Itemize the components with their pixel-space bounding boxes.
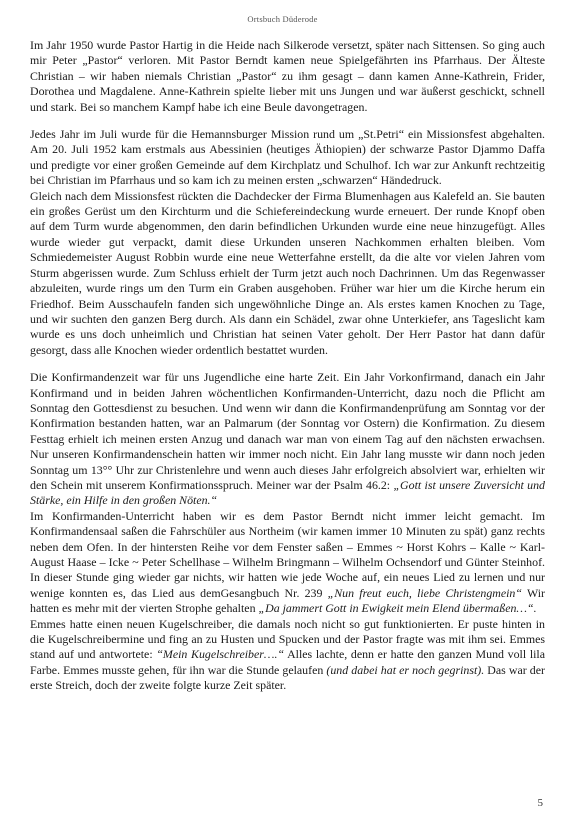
text-run: Jedes Jahr im Juli wurde für die Hemannsburger Mission rund um „St.Petri“ ein Missionsfest abgehalten. Am 20. Juli 1952 kam erstmals aus Abessinien (heutiges Äthiopien) der schwarze Pastor Djammo Daffa und predigte vor einer großen Gemeinde auf dem Kirchplatz und Schulhof. Ich war zur Ankunft rechtzeitig bei Christian im Pfarrhaus und so kam ich zu meinen ersten „schwarzen“ Händedruck. bbox=[30, 127, 545, 188]
page-number: 5 bbox=[537, 797, 543, 809]
text-run: Emmes hatte einen neuen Kugelschreiber, die damals noch nicht so gut funktionierten. Er puste hinten in die Kugelschreibermine und fing an zu Husten und Spucken und der Pastor fragte was mit ihm sei. Emmes stand auf und antwortete: bbox=[30, 616, 545, 662]
text-run: Gleich nach dem Missionsfest rückten die Dachdecker der Firma Blumenhagen aus Kalefeld an. Sie bauten ein großes Gerüst um den Kirchturm und die Schiefereindeckung wurde erneuert. Der runde Knopf oben auf dem Turm wurde abgenommen, den darin befindlichen Urkunden wurde eine neue hinzugefügt. Alles wurde wieder gut verpackt, damit diese Urkunden unseren Nachkommen erhalten bleiben. Vom Schmiedemeister August Robbin wurde eine neue Wetterfahne erstellt, da die alte vor vielen Jahren vom Sturm abgerissen wurde. Zum Schluss erhielt der Turm jetzt auch noch Dachrinnen. Um das Regenwasser abzuleiten, wurde rings um den Turm ein Graben ausgehoben. Früher war hier um die Kirche herum ein Friedhof. Beim Ausschaufeln fanden sich ungewöhnliche Dinge an. Als erstes kamen Knochen zu Tage, und wir suchten den ganzen Berg durch. Als dann ein Schädel, zwar ohne Unterkiefer, ans Tageslicht kam wurde es uns doch unheimlich und Christian hat seinen Vater geholt. Der Herr Pastor hat dann dafür gesorgt, dass alle Knochen wieder ordentlich bestattet wurden. bbox=[30, 188, 545, 357]
running-header: Ortsbuch Düderode bbox=[247, 14, 318, 24]
paragraph bbox=[30, 370, 545, 509]
text-run: Wir hatten es mehr mit der vierten Strophe gehalten bbox=[30, 585, 545, 616]
italic-quote: „Nun freut euch, liebe Christengmein“ bbox=[327, 585, 522, 600]
italic-quote: “Mein Kugelschreiber….“ bbox=[156, 647, 285, 662]
paragraph bbox=[30, 509, 545, 617]
paragraph bbox=[30, 617, 545, 694]
body-text bbox=[30, 38, 545, 694]
text-run: Das war der erste Streich, doch der zweite folgte kurze Zeit später. bbox=[30, 662, 545, 693]
text-run: Im Jahr 1950 wurde Pastor Hartig in die Heide nach Silkerode versetzt, später nach Sittensen. So ging auch mir Peter „Pastor“ verloren. Mit Pastor Berndt kamen neue Spielgefährten ins Pfarrhaus. Der Älteste Christian – wir haben niemals Christian „Pastor“ zu ihm gesagt – dann kamen Anne-Kathrein, Frider, Dorothea und Magdalene. Anne-Kathrein spielte lieber mit uns Jungen und war äußerst geschickt, schnell und stark. Bei so manchem Kampf habe ich eine Beule davongetragen. bbox=[30, 38, 545, 114]
paragraph bbox=[30, 189, 545, 358]
italic-quote: (und dabei hat er noch gegrinst). bbox=[326, 662, 485, 677]
italic-quote: „Gott ist unsere Zuversicht und Stärke, ein Hilfe in den großen Nöten.“ bbox=[30, 477, 546, 508]
italic-quote: „Da jammert Gott in Ewigkeit mein Elend übermaßen…“. bbox=[258, 601, 537, 616]
paragraph bbox=[30, 38, 545, 115]
text-run: Die Konfirmandenzeit war für uns Jugendliche eine harte Zeit. Ein Jahr Vorkonfirmand, danach ein Jahr Konfirmand und in beiden Jahren wöchentlichen Konfirmanden-Unterricht, dazu noch die Pflicht am Sonntag den Gottesdienst zu besuchen. Und wenn wir dann die Konfirmandenprüfung am Sonntag vor der Konfirmation bestanden hatten, war an Palmarum (der Sonntag vor Ostern) die Konfirmation. Zu diesem Festtag erhielt ich meinen ersten Anzug und danach war man von einem Tag auf den nächsten erwachsen. Nur unseren Konfirmandenschein hatten wir immer noch nicht. Ein Jahr lang musste wir dann noch jeden Sonntag um 13°° Uhr zur Christenlehre und wenn auch dieses Jahr erfolgreich absolviert war, erhielten wir den Schein mit unserem Konfirmationsspruch. Meiner war der Psalm 46.2: bbox=[30, 370, 545, 492]
text-run: Im Konfirmanden-Unterricht haben wir es dem Pastor Berndt nicht immer leicht gemacht. Im Konfirmandensaal saßen die Fahrschüler aus Northeim (wir kamen immer 10 Minuten zu spät) ganz rechts neben dem Ofen. In der hintersten Reihe vor dem Fenster saßen – Emmes ~ Horst Kohrs – Kalle ~ Karl-August Haase – Icke ~ Peter Schellhase – Wilhelm Bringmann – Wilhelm Ochsendorf und Günter Steinhof. In dieser Stunde ging wieder gar nichts, wir hatten wie jede Woche auf, ein neues Lied zu lernen und nur wenige konnten es, das Lied aus demGesangbuch Nr. 239 bbox=[30, 508, 545, 600]
text-run: Alles lachte, denn er hatte den ganzen Mund voll lila Farbe. Emmes musste gehen, für ihn war die Stunde gelaufen bbox=[30, 647, 546, 677]
paragraph bbox=[30, 127, 545, 189]
